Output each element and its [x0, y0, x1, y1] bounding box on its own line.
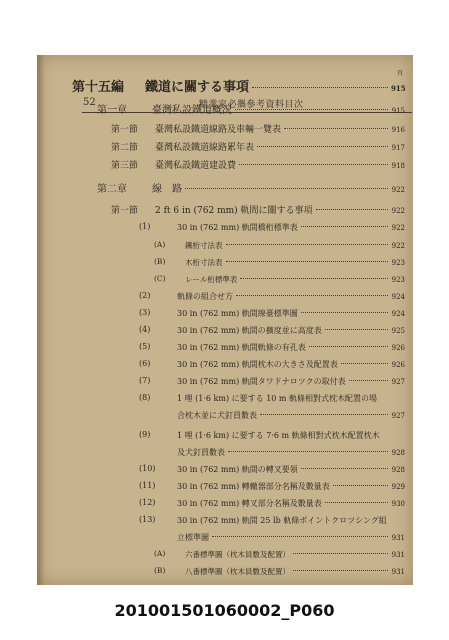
leader-dots: [316, 209, 388, 210]
toc-entry-page: 922: [391, 186, 405, 194]
toc-entry-page: 923: [391, 259, 405, 267]
toc-entry-page: 926: [391, 344, 405, 352]
toc-entry: [37, 447, 413, 458]
toc-entry: [37, 274, 413, 285]
toc-entry-title: 30 in (762 mm) 轉轍器部分名稱及數量表: [177, 482, 330, 491]
toc-entry-label: 第十五編: [72, 80, 125, 95]
leader-dots: [228, 451, 388, 452]
leader-dots: [301, 312, 388, 313]
toc-entry-page: 923: [391, 276, 405, 284]
toc-entry-title: 30 in (762 mm) 軌間橋桁標準表: [177, 223, 298, 232]
leader-dots: [239, 164, 388, 165]
toc-entry: [37, 203, 413, 216]
toc-entry-title: 臺灣私設鐵道概況: [152, 105, 232, 116]
toc-entry-label: (A): [154, 549, 166, 558]
toc-entry-page: 927: [391, 378, 405, 386]
toc-entry-page: 931: [391, 534, 405, 542]
toc-entry-title: 及犬釘員數表: [177, 448, 225, 457]
leader-dots: [235, 109, 388, 110]
toc-entry-title: 30 in (762 mm) 軌間軌條の有孔表: [177, 343, 306, 352]
toc-entry-title: 30 in (762 mm) 軌間 25 lb 軌條ポイントクロツシング組: [177, 516, 387, 525]
toc-entry-title: 六番標準圖（枕木員數及配置）: [185, 550, 290, 559]
toc-entry-title: 合枕木並に犬釘員數表: [177, 411, 257, 420]
toc-entry: [37, 240, 413, 251]
toc-entry-label: (2): [139, 291, 151, 300]
toc-entry-page: 916: [391, 126, 405, 134]
toc-entry: [37, 308, 413, 319]
toc-entry-title: 30 in (762 mm) 軌間タワドナロツクの取付表: [177, 377, 346, 386]
toc-entry: [37, 257, 413, 268]
toc-entry-title: 30 in (762 mm) 轉叉部分名稱及數量表: [177, 499, 322, 508]
leader-dots: [226, 261, 389, 262]
toc-entry-page: 915: [391, 107, 405, 115]
toc-entry: [37, 376, 413, 387]
leader-dots: [240, 278, 388, 279]
toc-entry-page: 928: [391, 466, 405, 474]
toc-entry-page: 922: [391, 242, 405, 250]
toc-entry-title: 30 in (762 mm) 軌間の擴度並に高度表: [177, 326, 322, 335]
leader-dots: [284, 128, 388, 129]
toc-entry-title: 立標準圖: [177, 533, 209, 542]
leader-dots: [293, 570, 388, 571]
toc-entry-page: 922: [391, 224, 405, 232]
toc-entry: [37, 393, 413, 404]
toc-entry-title: 1 哩 (1·6 km) に要する 7·6 m 軌條相對式枕木配置枕木: [177, 431, 380, 440]
leader-dots: [212, 536, 388, 537]
leader-dots: [293, 553, 388, 554]
leader-dots: [236, 295, 388, 296]
toc-entry-page: 928: [391, 449, 405, 457]
toc-entry-title: 2 ft 6 in (762 mm) 軌間に關する事項: [155, 206, 313, 216]
toc-entry: [37, 566, 413, 577]
toc-entry-label: (4): [139, 325, 151, 334]
toc-entry-label: 第一章: [97, 105, 127, 116]
toc-entry: [37, 532, 413, 543]
toc-entry-page: 930: [391, 500, 405, 508]
toc-entry: [37, 342, 413, 353]
page-number: 52: [83, 97, 96, 108]
toc-entry-page: 927: [391, 412, 405, 420]
toc-entry-title: 臺灣私設鐵道線路及車輛一覽表: [155, 125, 282, 135]
toc-entry-page: 929: [391, 483, 405, 491]
toc-entry-page: 931: [391, 551, 405, 559]
toc-entry-label: 第二章: [97, 184, 127, 195]
toc-entry-label: (B): [154, 257, 166, 266]
toc-entry-label: (10): [139, 464, 156, 473]
toc-entry: [37, 122, 413, 135]
toc-entry-label: (C): [154, 274, 166, 283]
toc-entry: [37, 325, 413, 336]
toc-entry-title: 1 哩 (1·6 km) に要する 10 m 軌條相對式枕木配置の場: [177, 394, 378, 403]
toc-entry: [37, 515, 413, 526]
toc-entry-label: (12): [139, 498, 156, 507]
page-column-note: 頁: [396, 70, 403, 77]
leader-dots: [325, 502, 388, 503]
running-title: 糖業家必攜參考資料目次: [199, 100, 304, 110]
toc-entry-page: 925: [391, 327, 405, 335]
toc-entry: [37, 101, 413, 116]
leader-dots: [185, 188, 388, 189]
toc-entry: [37, 464, 413, 475]
leader-dots: [260, 414, 388, 415]
toc-entry-page: 924: [391, 310, 405, 318]
leader-dots: [301, 468, 388, 469]
image-caption: 201001501060002_P060: [114, 601, 335, 620]
toc-entry-label: (7): [139, 376, 151, 385]
toc-entry-label: (5): [139, 342, 151, 351]
leader-dots: [226, 244, 389, 245]
toc-entry: [37, 410, 413, 421]
toc-entry-label: (B): [154, 566, 166, 575]
toc-entry-label: (6): [139, 359, 151, 368]
toc-entry: [37, 481, 413, 492]
toc-entry: [37, 140, 413, 153]
toc-entry-label: (A): [154, 240, 166, 249]
toc-entry: [37, 158, 413, 171]
toc-entry-title: 鐵桁寸法表: [185, 241, 223, 250]
toc-entry: [37, 70, 413, 95]
leader-dots: [349, 380, 388, 381]
toc-entry-label: (11): [139, 481, 156, 490]
toc-entry-label: (8): [139, 393, 151, 402]
toc-entry-title: 木桁寸法表: [185, 258, 223, 267]
toc-entry: [37, 359, 413, 370]
toc-entry-title: 30 in (762 mm) 軌間の轉叉要領: [177, 465, 298, 474]
toc-entry-page: 926: [391, 361, 405, 369]
toc-entry-label: 第三節: [111, 161, 139, 171]
toc-entry-page: 931: [391, 568, 405, 576]
toc-entry: [37, 222, 413, 233]
toc-entry: [37, 291, 413, 302]
toc-entry-label: (1): [139, 222, 151, 231]
toc-entry-label: 第一節: [111, 125, 139, 135]
toc-entry-page: 924: [391, 293, 405, 301]
toc-entry-title: 臺灣私設鐵道線路累年表: [155, 143, 255, 153]
leader-dots: [301, 226, 388, 227]
toc-entry: [37, 180, 413, 195]
toc-entry-page: 922: [391, 207, 405, 215]
toc-entry-page: 917: [391, 144, 405, 152]
toc-entry-title: 八番標準圖（枕木員數及配置）: [185, 567, 290, 576]
toc-entry-page: 915: [391, 84, 406, 93]
toc-entry-title: 30 in (762 mm) 軌間枕木の大きさ及配置表: [177, 360, 338, 369]
toc-entry-title: 線 路: [152, 184, 182, 195]
toc-entry-label: (13): [139, 515, 156, 524]
leader-dots: [309, 346, 388, 347]
toc-entry-title: 30 in (762 mm) 軌間線臺標準圖: [177, 309, 298, 318]
toc-entry-label: (9): [139, 430, 151, 439]
toc-entry: [37, 498, 413, 509]
toc-entry: [37, 430, 413, 441]
leader-dots: [341, 363, 388, 364]
leader-dots: [257, 146, 388, 147]
toc-entry-label: (3): [139, 308, 151, 317]
toc-entry: [37, 549, 413, 560]
toc-entry-label: 第一節: [111, 206, 139, 216]
leader-dots: [252, 87, 388, 88]
leader-dots: [333, 485, 388, 486]
toc-entry-title: レール桁標準表: [185, 275, 238, 284]
toc-entry-label: 第二節: [111, 143, 139, 153]
document-page: [37, 55, 413, 585]
toc-entry-title: 軌條の組合せ方: [177, 292, 233, 301]
toc-entry-title: 臺灣私設鐵道建設費: [155, 161, 237, 171]
toc-entry-title: 鐵道に關する事項: [145, 80, 250, 95]
leader-dots: [325, 329, 388, 330]
toc-entry-page: 918: [391, 162, 405, 170]
